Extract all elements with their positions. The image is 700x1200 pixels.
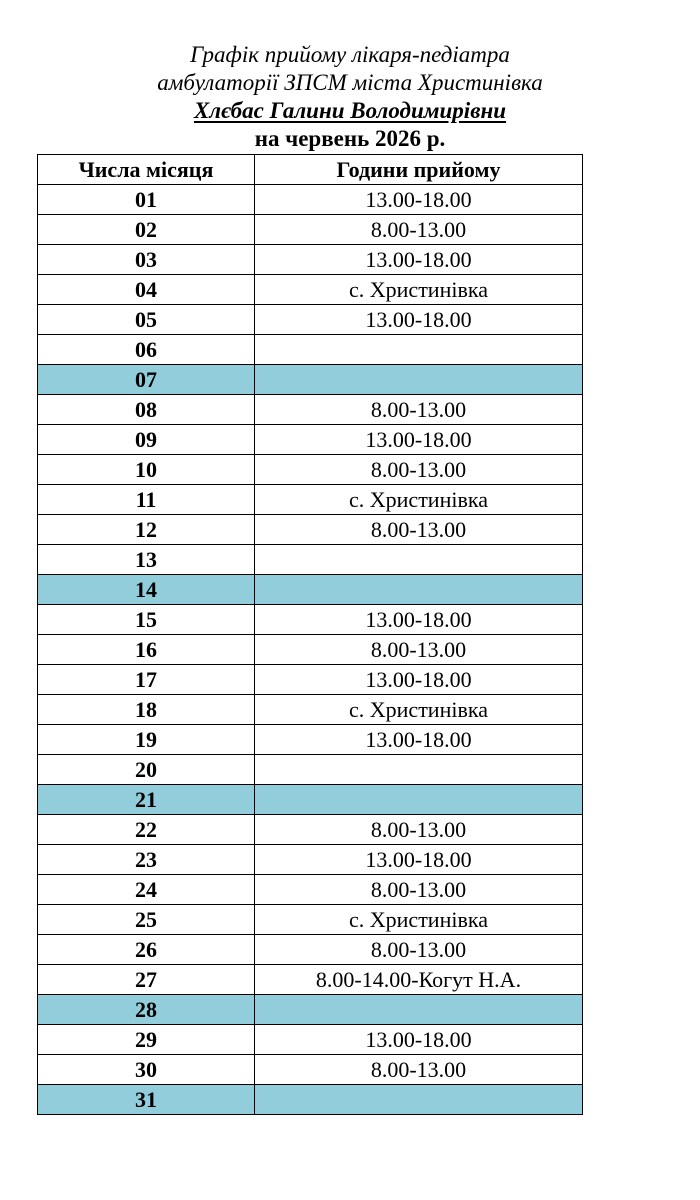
reception-hours-cell xyxy=(255,575,583,605)
table-row xyxy=(38,635,583,665)
table-row xyxy=(38,455,583,485)
day-number-cell: 13 xyxy=(38,545,255,575)
day-number-cell: 07 xyxy=(38,365,255,395)
day-number-cell: 22 xyxy=(38,815,255,845)
reception-hours-cell: 13.00-18.00 xyxy=(255,425,583,455)
table-header-row xyxy=(38,155,583,185)
schedule-table-body xyxy=(38,185,583,1115)
day-number-cell: 30 xyxy=(38,1055,255,1085)
reception-hours-cell: 13.00-18.00 xyxy=(255,305,583,335)
doctor-name-line xyxy=(0,97,700,125)
column-header-day: Числа місяця xyxy=(38,155,255,185)
day-number-cell: 10 xyxy=(38,455,255,485)
schedule-month: на червень 2026 р. xyxy=(254,126,446,151)
day-number-cell: 09 xyxy=(38,425,255,455)
day-number-cell: 25 xyxy=(38,905,255,935)
reception-hours-cell: 13.00-18.00 xyxy=(255,725,583,755)
day-number-cell: 08 xyxy=(38,395,255,425)
day-number-cell: 15 xyxy=(38,605,255,635)
day-number-cell: 31 xyxy=(38,1085,255,1115)
table-row xyxy=(38,905,583,935)
reception-hours-cell xyxy=(255,755,583,785)
reception-hours-cell: 13.00-18.00 xyxy=(255,845,583,875)
reception-hours-cell: 8.00-13.00 xyxy=(255,635,583,665)
reception-hours-cell: с. Христинівка xyxy=(255,695,583,725)
day-number-cell: 11 xyxy=(38,485,255,515)
day-number-cell: 12 xyxy=(38,515,255,545)
day-number-cell: 01 xyxy=(38,185,255,215)
schedule-title: Графік прийому лікаря-педіатра xyxy=(190,42,510,67)
table-row xyxy=(38,1025,583,1055)
reception-hours-cell: с. Христинівка xyxy=(255,275,583,305)
day-number-cell: 21 xyxy=(38,785,255,815)
reception-hours-cell: 8.00-14.00-Когут Н.А. xyxy=(255,965,583,995)
doctor-name: Хлєбас Галини Володимирівни xyxy=(193,98,507,123)
day-number-cell: 23 xyxy=(38,845,255,875)
reception-hours-cell: 13.00-18.00 xyxy=(255,245,583,275)
table-row xyxy=(38,215,583,245)
reception-hours-cell: 13.00-18.00 xyxy=(255,185,583,215)
schedule-table xyxy=(37,154,583,1115)
day-number-cell: 05 xyxy=(38,305,255,335)
table-row xyxy=(38,185,583,215)
table-row xyxy=(38,485,583,515)
table-row xyxy=(38,665,583,695)
table-row xyxy=(38,575,583,605)
day-number-cell: 04 xyxy=(38,275,255,305)
day-number-cell: 27 xyxy=(38,965,255,995)
table-row xyxy=(38,605,583,635)
table-row xyxy=(38,245,583,275)
reception-hours-cell: 8.00-13.00 xyxy=(255,395,583,425)
table-row xyxy=(38,1085,583,1115)
document-header xyxy=(0,41,700,153)
table-row xyxy=(38,785,583,815)
table-row xyxy=(38,815,583,845)
table-row xyxy=(38,545,583,575)
reception-hours-cell xyxy=(255,365,583,395)
reception-hours-cell: 8.00-13.00 xyxy=(255,215,583,245)
table-row xyxy=(38,1055,583,1085)
table-row xyxy=(38,935,583,965)
table-row xyxy=(38,365,583,395)
reception-hours-cell: 8.00-13.00 xyxy=(255,815,583,845)
reception-hours-cell: 8.00-13.00 xyxy=(255,1055,583,1085)
day-number-cell: 28 xyxy=(38,995,255,1025)
reception-hours-cell xyxy=(255,335,583,365)
day-number-cell: 03 xyxy=(38,245,255,275)
day-number-cell: 02 xyxy=(38,215,255,245)
reception-hours-cell: 13.00-18.00 xyxy=(255,665,583,695)
reception-hours-cell: 8.00-13.00 xyxy=(255,455,583,485)
day-number-cell: 18 xyxy=(38,695,255,725)
reception-hours-cell: 13.00-18.00 xyxy=(255,1025,583,1055)
reception-hours-cell: 8.00-13.00 xyxy=(255,935,583,965)
reception-hours-cell: с. Христинівка xyxy=(255,905,583,935)
reception-hours-cell xyxy=(255,785,583,815)
reception-hours-cell: 8.00-13.00 xyxy=(255,515,583,545)
day-number-cell: 20 xyxy=(38,755,255,785)
day-number-cell: 16 xyxy=(38,635,255,665)
table-row xyxy=(38,695,583,725)
table-row xyxy=(38,755,583,785)
day-number-cell: 14 xyxy=(38,575,255,605)
table-row xyxy=(38,965,583,995)
day-number-cell: 06 xyxy=(38,335,255,365)
reception-hours-cell xyxy=(255,995,583,1025)
table-row xyxy=(38,995,583,1025)
table-row xyxy=(38,845,583,875)
day-number-cell: 29 xyxy=(38,1025,255,1055)
column-header-hours: Години прийому xyxy=(255,155,583,185)
reception-hours-cell xyxy=(255,1085,583,1115)
reception-hours-cell: 8.00-13.00 xyxy=(255,875,583,905)
reception-hours-cell: с. Христинівка xyxy=(255,485,583,515)
reception-hours-cell: 13.00-18.00 xyxy=(255,605,583,635)
table-row xyxy=(38,725,583,755)
table-row xyxy=(38,425,583,455)
clinic-name: амбулаторії ЗПСМ міста Христинівка xyxy=(157,70,543,95)
day-number-cell: 24 xyxy=(38,875,255,905)
table-row xyxy=(38,335,583,365)
table-row xyxy=(38,305,583,335)
table-row xyxy=(38,515,583,545)
table-row xyxy=(38,875,583,905)
table-row xyxy=(38,275,583,305)
day-number-cell: 26 xyxy=(38,935,255,965)
reception-hours-cell xyxy=(255,545,583,575)
table-row xyxy=(38,395,583,425)
day-number-cell: 17 xyxy=(38,665,255,695)
day-number-cell: 19 xyxy=(38,725,255,755)
